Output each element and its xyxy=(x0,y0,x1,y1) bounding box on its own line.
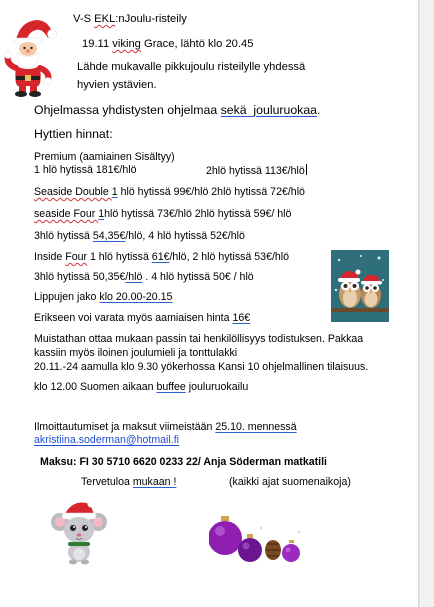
buffet-u: buffee xyxy=(156,381,186,393)
christmas-ornaments-icon xyxy=(209,510,305,566)
invite-line-2: hyvien ystävien. xyxy=(77,79,157,91)
christmas-owls-icon xyxy=(331,250,389,322)
seaside-four-u: 1 xyxy=(98,208,105,220)
inside-four-u1: Four xyxy=(65,251,88,263)
email-link-text[interactable]: akristiina.soderman@hotmail.fi xyxy=(34,434,179,446)
three-b-pre: 3hlö hytissä 50,35€ xyxy=(34,271,126,283)
seaside-double-pre: Seaside Double xyxy=(34,186,112,198)
three-a-u: 54,35€ xyxy=(92,230,126,242)
registration-line xyxy=(34,421,297,433)
reminder-line-3: 20.11.-24 aamulla klo 9.30 yökerhossa Kansi 10 ohjelmallinen tilaisuus. xyxy=(34,361,369,373)
inside-four-u2: 61€ xyxy=(151,251,170,263)
date-line xyxy=(82,38,253,50)
christmas-mouse-icon xyxy=(50,496,108,566)
program-u2: jouluruokaa xyxy=(253,103,318,117)
program-pre: Ohjelmassa yhdistysten ohjelmaa xyxy=(34,103,221,117)
email-link[interactable] xyxy=(34,434,179,446)
tickets-u: klo 20.00-20.15 xyxy=(99,291,173,303)
premium-label: Premium (aamiainen Sisältyy) xyxy=(34,151,175,163)
santa-claus-icon xyxy=(2,14,60,98)
date-rest: Grace, lähtö klo 20.45 xyxy=(140,38,254,50)
program-line xyxy=(34,103,320,117)
inside-four-pre: Inside xyxy=(34,251,66,263)
premium-two xyxy=(206,164,307,177)
text-cursor xyxy=(306,164,307,175)
three-b-u: /hlö xyxy=(125,271,143,283)
inside-four-rest: /hlö, 2 hlö hytissä 53€/hlö xyxy=(169,251,290,263)
title-prefix: V-S xyxy=(73,13,95,25)
breakfast-pre: Erikseen voi varata myös aamiaisen hinta xyxy=(34,312,233,324)
registration-pre: Ilmoittautumiset ja maksut viimeistään xyxy=(34,421,216,433)
buffet-pre: klo 12.00 Suomen aikaan xyxy=(34,381,157,393)
payment-line: Maksu: FI 30 5710 6620 0233 22/ Anja Söderman matkatili xyxy=(40,456,327,468)
welcome-pre: Tervetuloa xyxy=(81,476,133,488)
title-rest: :nJoulu-risteily xyxy=(115,13,187,25)
inside-four-line xyxy=(34,251,289,263)
buffet-rest: jouluruokailu xyxy=(185,381,249,393)
document-title xyxy=(73,13,187,25)
premium-one: 1 hlö hytissä 181€/hlö xyxy=(34,164,137,176)
premium-two-text: 2hlö hytissä 113€/hlö xyxy=(206,165,305,177)
three-person-line-b xyxy=(34,271,254,283)
breakfast-u: 16€ xyxy=(232,312,251,324)
seaside-four-pre: seaside Four xyxy=(34,208,99,220)
welcome-note: (kaikki ajat suomenaikoja) xyxy=(229,476,351,488)
reminder-line-2: kassiin myös iloinen joulumieli ja tonttulakki xyxy=(34,347,238,359)
registration-u: 25.10. mennessä xyxy=(215,421,297,433)
program-u1: sekä xyxy=(220,103,247,117)
three-b-rest: . 4 hlö hytissä 50€ / hlö xyxy=(142,271,254,283)
tickets-pre: Lippujen jako xyxy=(34,291,100,303)
seaside-four-line xyxy=(34,208,291,220)
invite-line-1: Lähde mukavalle pikkujoulu risteilylle yhdessä xyxy=(77,61,306,73)
welcome-line xyxy=(81,476,176,488)
three-a-pre: 3hlö hytissä xyxy=(34,230,93,242)
welcome-u: mukaan ! xyxy=(132,476,177,488)
date-ship: viking xyxy=(112,38,141,50)
seaside-double-u: 1 xyxy=(111,186,118,198)
seaside-four-rest: hlö hytissä 73€/hlö 2hlö hytissä 59€/ hlö xyxy=(104,208,292,220)
reminder-line-1: Muistathan ottaa mukaan passin tai henkilöllisyys todistuksen. Pakkaa xyxy=(34,333,364,345)
date-prefix: 19.11 xyxy=(82,38,113,50)
inside-four-mid: 1 hlö hytissä xyxy=(87,251,152,263)
title-ekl: EKL xyxy=(94,13,116,25)
prices-heading: Hyttien hinnat: xyxy=(34,127,113,141)
buffet-line xyxy=(34,381,248,393)
seaside-double-rest: hlö hytissä 99€/hlö 2hlö hytissä 72€/hlö xyxy=(117,186,305,198)
program-end: . xyxy=(317,103,321,117)
three-a-rest: /hlö, 4 hlö hytissä 52€/hlö xyxy=(125,230,245,242)
three-person-line-a xyxy=(34,230,245,242)
seaside-double-line xyxy=(34,186,305,198)
breakfast-line xyxy=(34,312,250,324)
tickets-line xyxy=(34,291,172,303)
